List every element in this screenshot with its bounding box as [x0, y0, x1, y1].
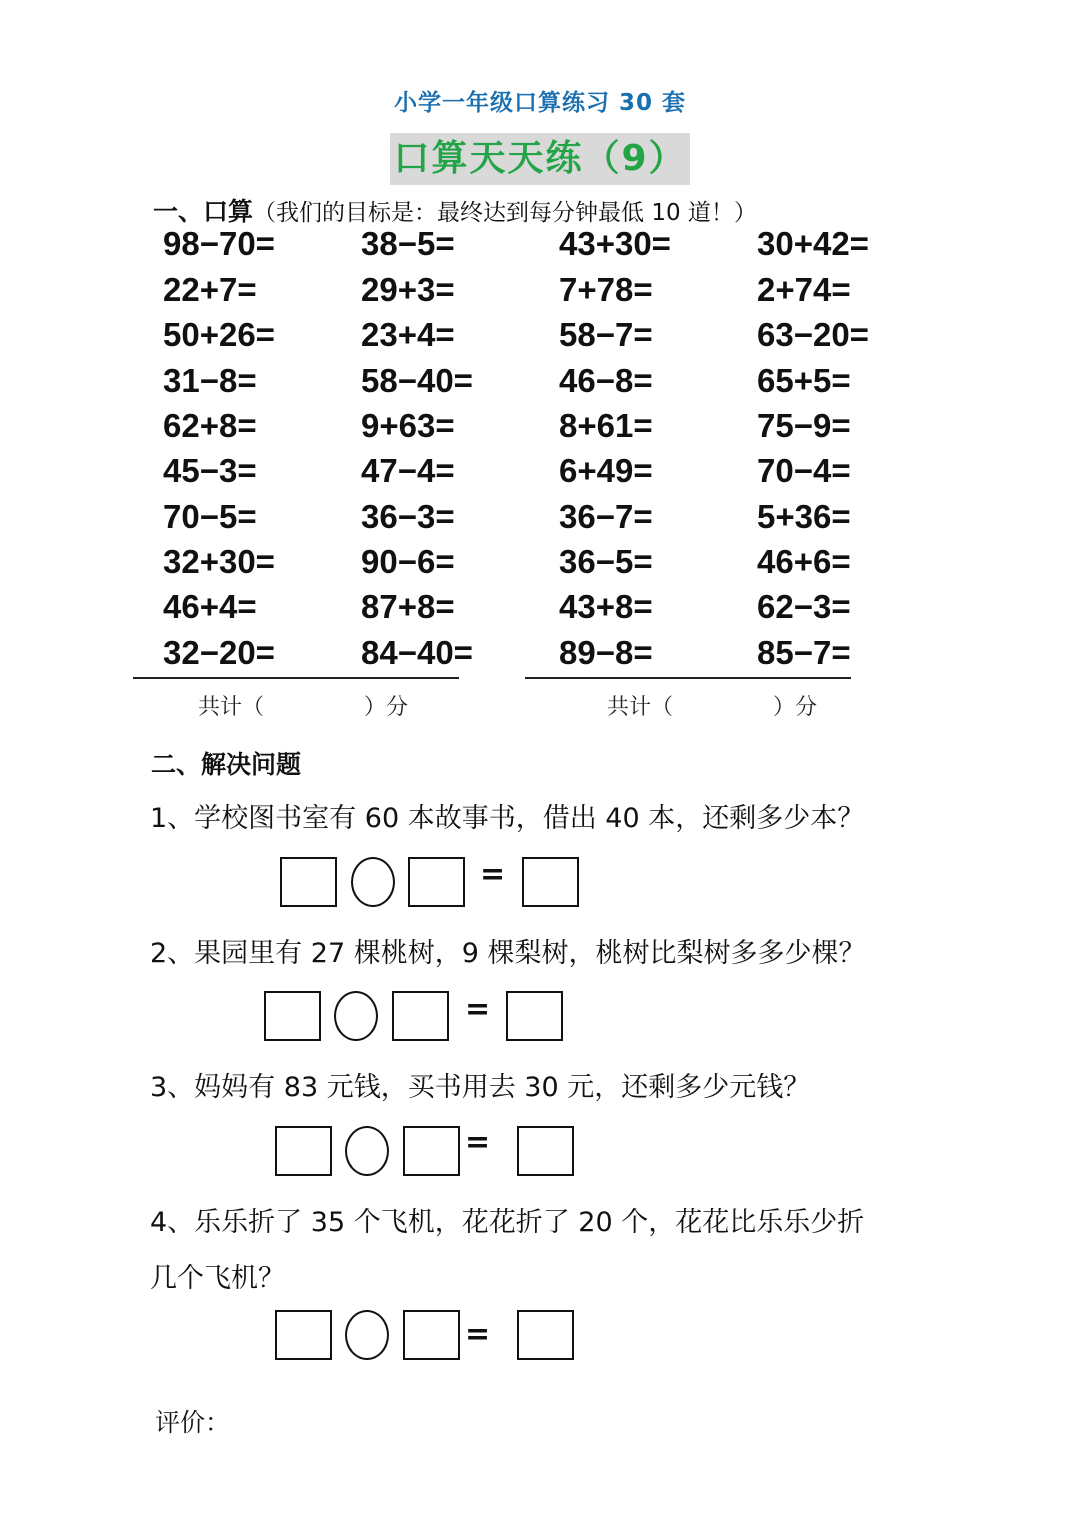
total-suffix: ）分 — [364, 695, 409, 720]
problem: 43+8= — [559, 588, 653, 625]
problem: 58−40= — [361, 362, 473, 399]
total-prefix: 共计（ — [607, 695, 674, 720]
problem: 70−5= — [163, 498, 257, 535]
problem: 50+26= — [163, 316, 275, 353]
total-score-left — [198, 690, 408, 721]
problem: 6+49= — [559, 452, 653, 489]
problem: 70−4= — [757, 452, 851, 489]
answer-box[interactable] — [392, 991, 449, 1041]
problem: 31−8= — [163, 362, 257, 399]
problem: 23+4= — [361, 316, 455, 353]
problem: 62+8= — [163, 407, 257, 444]
section2-heading: 二、解决问题 — [151, 750, 302, 779]
problem: 5+36= — [757, 498, 851, 535]
problem: 65+5= — [757, 362, 851, 399]
problem: 8+61= — [559, 407, 653, 444]
answer-box[interactable] — [403, 1310, 460, 1360]
total-score-right — [607, 690, 817, 721]
problem: 9+63= — [361, 407, 455, 444]
problem: 46+6= — [757, 543, 851, 580]
operator-circle[interactable] — [334, 991, 378, 1041]
question-4-line-2: 几个飞机？ — [150, 1263, 285, 1294]
problem: 45−3= — [163, 452, 257, 489]
problem: 84−40= — [361, 634, 473, 671]
equals-sign: = — [465, 1317, 491, 1352]
problem: 38−5= — [361, 225, 455, 262]
problem: 46+4= — [163, 588, 257, 625]
problem: 36−3= — [361, 498, 455, 535]
problem: 29+3= — [361, 271, 455, 308]
answer-box[interactable] — [408, 857, 465, 907]
section1-note: （我们的目标是：最终达到每分钟最低 10 道！） — [253, 200, 757, 226]
answer-box[interactable] — [522, 857, 579, 907]
question-1: 1、学校图书室有 60 本故事书，借出 40 本，还剩多少本？ — [150, 803, 865, 834]
problem: 47−4= — [361, 452, 455, 489]
problem: 7+78= — [559, 271, 653, 308]
problem: 32+30= — [163, 543, 275, 580]
question-3: 3、妈妈有 83 元钱，买书用去 30 元，还剩多少元钱？ — [150, 1072, 811, 1103]
answer-box[interactable] — [280, 857, 337, 907]
operator-circle[interactable] — [345, 1126, 389, 1176]
divider-right — [525, 677, 851, 679]
problem: 36−7= — [559, 498, 653, 535]
section1-label: 一、口算 — [153, 197, 254, 226]
question-2: 2、果园里有 27 棵桃树，9 棵梨树，桃树比梨树多多少棵？ — [150, 938, 866, 969]
problem: 22+7= — [163, 271, 257, 308]
answer-box[interactable] — [275, 1310, 332, 1360]
section1-heading — [153, 192, 757, 228]
problem: 62−3= — [757, 588, 851, 625]
problem: 32−20= — [163, 634, 275, 671]
answer-box[interactable] — [275, 1126, 332, 1176]
answer-box[interactable] — [506, 991, 563, 1041]
operator-circle[interactable] — [345, 1310, 389, 1360]
evaluation-label: 评价： — [155, 1408, 231, 1437]
main-title: 口算天天练（9） — [393, 138, 687, 179]
operator-circle[interactable] — [351, 857, 395, 907]
equals-sign: = — [465, 992, 491, 1027]
problem: 58−7= — [559, 316, 653, 353]
problem: 98−70= — [163, 225, 275, 262]
divider-left — [133, 677, 459, 679]
problem: 30+42= — [757, 225, 869, 262]
problem: 2+74= — [757, 271, 851, 308]
problem: 43+30= — [559, 225, 671, 262]
answer-box[interactable] — [517, 1126, 574, 1176]
problem: 36−5= — [559, 543, 653, 580]
problem: 85−7= — [757, 634, 851, 671]
answer-box[interactable] — [264, 991, 321, 1041]
problem: 75−9= — [757, 407, 851, 444]
problem: 87+8= — [361, 588, 455, 625]
equals-sign: = — [480, 857, 506, 892]
question-4-line-1: 4、乐乐折了 35 个飞机，花花折了 20 个，花花比乐乐少折 — [150, 1207, 865, 1238]
answer-box[interactable] — [517, 1310, 574, 1360]
series-title: 小学一年级口算练习 30 套 — [393, 90, 687, 116]
problem: 46−8= — [559, 362, 653, 399]
main-title-banner — [390, 133, 690, 185]
problem: 89−8= — [559, 634, 653, 671]
equals-sign: = — [465, 1125, 491, 1160]
problem: 63−20= — [757, 316, 869, 353]
problem: 90−6= — [361, 543, 455, 580]
answer-box[interactable] — [403, 1126, 460, 1176]
total-prefix: 共计（ — [198, 695, 265, 720]
total-suffix: ）分 — [773, 695, 818, 720]
